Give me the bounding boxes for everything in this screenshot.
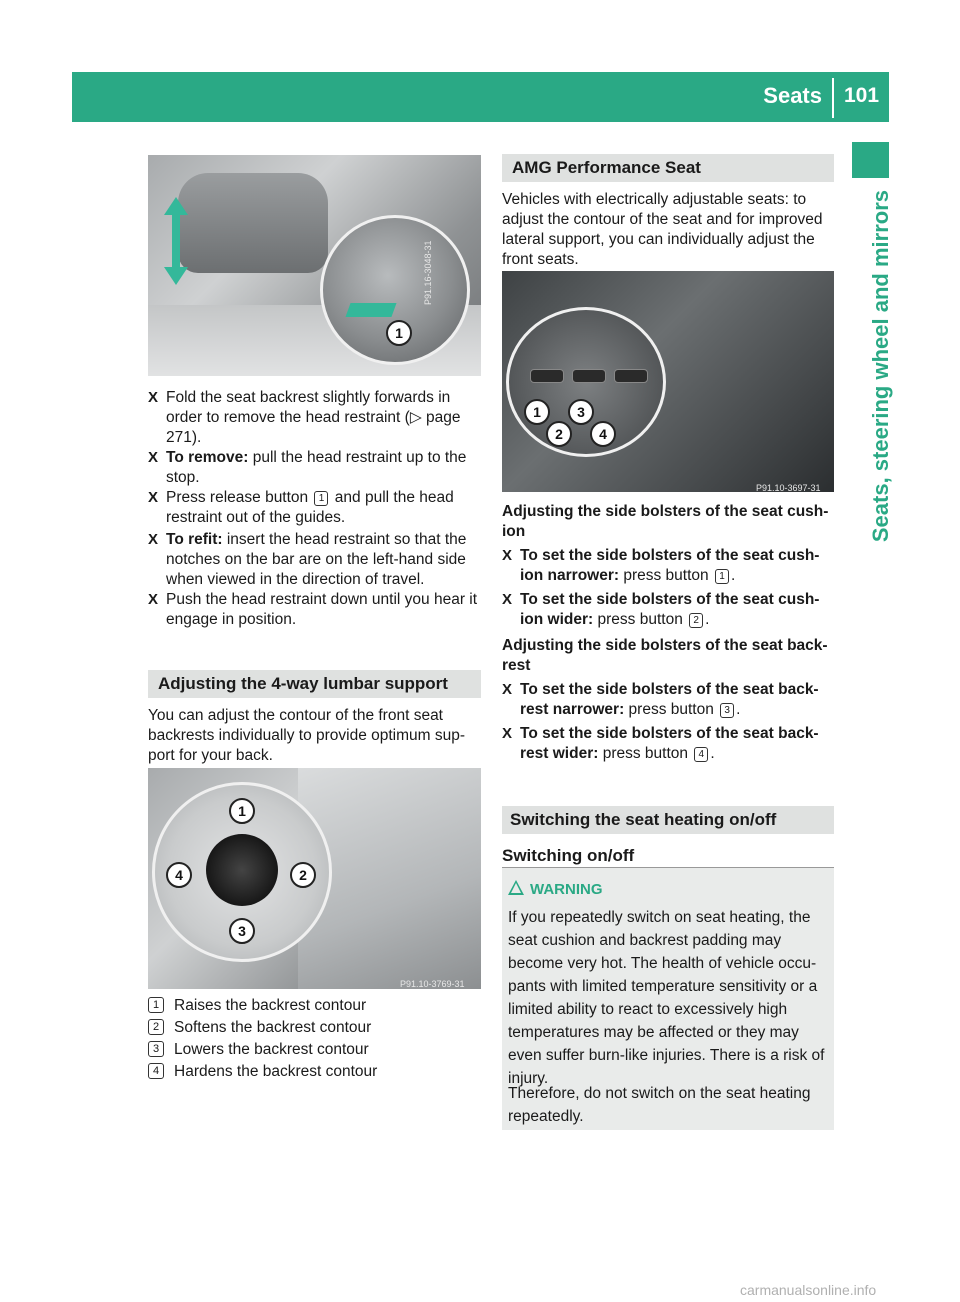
push-arrow-icon [345, 303, 396, 317]
section-heading [502, 154, 834, 182]
section-heading [502, 806, 834, 834]
bullet-text: press button [624, 701, 719, 718]
bullet-text: press button [598, 745, 693, 762]
bullet-text-end: . [736, 701, 741, 718]
arrow-shaft [172, 213, 180, 269]
callout-2: 2 [290, 862, 316, 888]
callout-3: 3 [568, 399, 594, 425]
header-divider [832, 78, 834, 118]
warning-triangle-icon [508, 880, 524, 895]
bullet-text-end: . [710, 745, 715, 762]
page-number: 101 [844, 84, 880, 107]
legend-number: 3 [148, 1041, 164, 1057]
lumbar-photo [148, 768, 481, 989]
list-item [148, 530, 481, 590]
button-number: 1 [314, 491, 328, 506]
button-number: 3 [720, 703, 734, 718]
callout-1: 1 [386, 320, 412, 346]
section-heading-text: Switching the seat heating on/off [510, 810, 777, 829]
bullet-mark: X [502, 725, 513, 742]
chapter-tab-label: Seats, steering wheel and mirrors [868, 190, 893, 543]
lumbar-switch-icon [206, 834, 278, 906]
paragraph: You can adjust the contour of the front seat backrests individually to provide optimum sup-port for your back. [148, 707, 466, 764]
bullet-label: To set the side bolsters of the seat back-rest wider: [520, 725, 819, 762]
legend-text: Lowers the backrest contour [174, 1041, 369, 1058]
legend-item [148, 996, 481, 1016]
list-item [148, 448, 481, 488]
image-code: P91.10-3697-31 [756, 483, 821, 492]
button-number: 2 [689, 613, 703, 628]
bullet-text-end: . [705, 611, 710, 628]
bullet-label: To set the side bolsters of the seat back-rest narrower: [520, 681, 819, 718]
bullet-text: pull the head restraint up to the stop. [166, 449, 467, 486]
warning-text: If you repeatedly switch on seat heating, the seat cushion and backrest padding may become very hot. The health of vehicle occu-pants with limited temperature sensitivity or a limited ability to react to excessively high temperatures may be affected or they may even suffer burn-like injuries. There is a risk of injury. [508, 909, 825, 1087]
bullet-mark: X [148, 449, 159, 466]
chapter-tab-marker [852, 142, 889, 178]
bullet-text-end: . [730, 567, 736, 584]
legend-text: Hardens the backrest contour [174, 1063, 378, 1080]
warning-box [502, 868, 834, 1130]
bullet-label: To set the side bolsters of the seat cush-ion narrower: [520, 547, 820, 584]
subheading: Switching on/off [502, 846, 635, 865]
button-number: 4 [694, 747, 708, 762]
list-item [502, 680, 834, 720]
seat-switch-icon [614, 369, 648, 383]
bullet-mark: X [148, 531, 159, 548]
bullet-label: To set the side bolsters of the seat cush-ion wider: [520, 591, 820, 628]
bullet-mark: X [148, 591, 159, 608]
bullet-mark: X [502, 681, 513, 698]
section-heading-text: AMG Performance Seat [512, 158, 701, 177]
legend-item [148, 1018, 481, 1038]
list-item [502, 590, 834, 630]
bullet-text: press button [619, 567, 713, 584]
bullet-text: press button [593, 611, 688, 628]
legend-item [148, 1062, 481, 1082]
subheading: Adjusting the side bolsters of the seat back-rest [502, 637, 828, 674]
callout-3: 3 [229, 918, 255, 944]
callout-4: 4 [590, 421, 616, 447]
callout-2: 2 [546, 421, 572, 447]
bullet-text: Fold the seat backrest slightly forwards in order to remove the head restraint (▷ page 271). [166, 389, 461, 446]
list-item [148, 388, 481, 448]
bullet-text: Press release button [166, 489, 313, 506]
bullet-text: insert the head restraint so that the notches on the bar are on the left-hand side when viewed in the direction of travel. [166, 531, 467, 588]
callout-1: 1 [524, 399, 550, 425]
head-restraint-shape [178, 173, 328, 273]
list-item [502, 546, 834, 586]
chapter-tab [853, 190, 893, 720]
amg-seat-photo [502, 271, 834, 492]
arrow-down-icon [164, 267, 188, 285]
image-code: P91.16-3048-31 [423, 240, 433, 305]
bullet-text: Push the head restraint down until you hear it engage in position. [166, 591, 478, 628]
image-code: P91.10-3769-31 [400, 979, 465, 989]
section-heading [148, 670, 481, 698]
bullet-mark: X [502, 547, 513, 564]
seat-switch-icon [530, 369, 564, 383]
warning-title: WARNING [530, 881, 603, 898]
seat-switch-icon [572, 369, 606, 383]
bullet-mark: X [148, 389, 159, 406]
bullet-text: and pull the head restraint out of the guides. [166, 489, 454, 526]
list-item [148, 590, 481, 630]
button-number: 1 [715, 569, 729, 584]
list-item [502, 724, 834, 764]
bullet-mark: X [148, 489, 159, 506]
section-heading-text: Adjusting the 4-way lumbar support [158, 674, 448, 693]
legend-number: 4 [148, 1063, 164, 1079]
legend-text: Softens the backrest contour [174, 1019, 372, 1036]
head-restraint-photo [148, 155, 481, 376]
legend-number: 2 [148, 1019, 164, 1035]
list-item [148, 488, 481, 528]
legend-item [148, 1040, 481, 1060]
bullet-mark: X [502, 591, 513, 608]
subheading: Adjusting the side bolsters of the seat cush-ion [502, 503, 829, 540]
paragraph: Vehicles with electrically adjustable seats: to adjust the contour of the seat and for improved lateral support, you can individually adjust the front seats. [502, 191, 823, 268]
callout-4: 4 [166, 862, 192, 888]
section-title: Seats [763, 83, 822, 108]
bullet-label: To refit: [166, 531, 223, 548]
callout-1: 1 [229, 798, 255, 824]
warning-text: Therefore, do not switch on the seat heating repeatedly. [508, 1085, 811, 1125]
legend-text: Raises the backrest contour [174, 997, 367, 1014]
legend-number: 1 [148, 997, 164, 1013]
bullet-label: To remove: [166, 449, 249, 466]
watermark: carmanualsonline.info [740, 1282, 877, 1298]
